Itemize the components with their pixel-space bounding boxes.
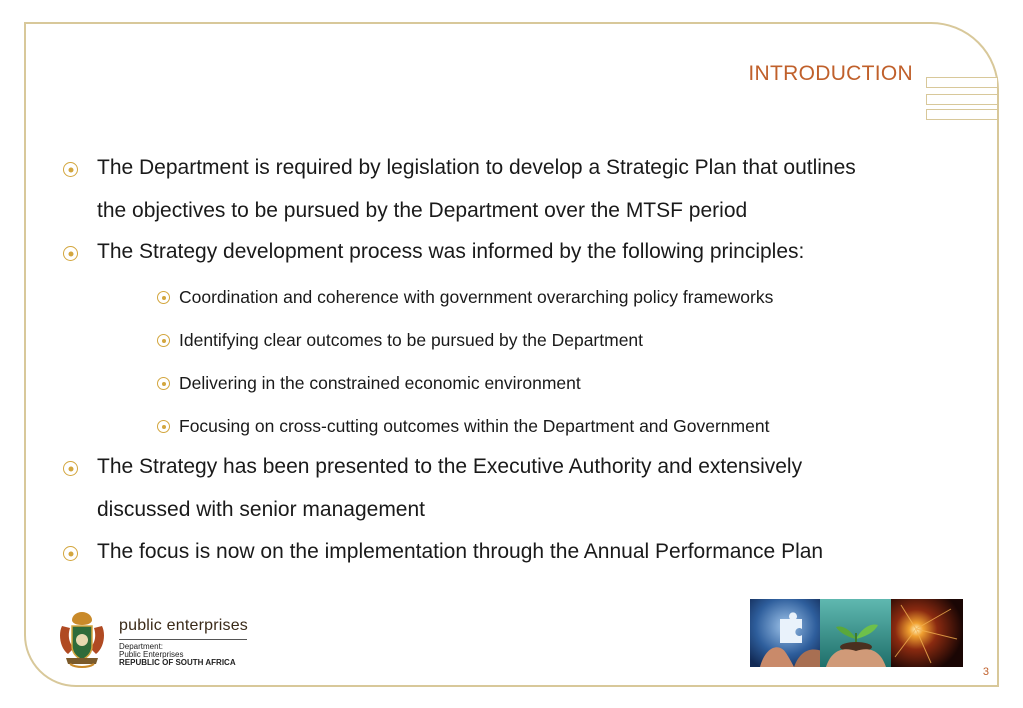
sub-bullet-text: Focusing on cross-cutting outcomes within the Department and Government: [179, 416, 770, 436]
bullet-icon: [63, 546, 78, 561]
sub-bullet-text: Coordination and coherence with government overarching policy frameworks: [179, 287, 774, 307]
sub-bullet-icon: [157, 420, 170, 433]
bullet-icon: [63, 461, 78, 476]
dept-name: Public Enterprises: [119, 650, 184, 659]
bullet-text: The Strategy development process was informed by the following principles:: [97, 240, 805, 263]
bullet-text: The focus is now on the implementation through the Annual Performance Plan: [97, 540, 824, 563]
bullet-icon: [63, 162, 78, 177]
puzzle-hands-photo: [750, 599, 822, 667]
country-name: REPUBLIC OF SOUTH AFRICA: [119, 658, 236, 667]
logo-divider: [119, 639, 247, 640]
page-number: 3: [982, 666, 989, 678]
energy-burst-photo: [891, 599, 963, 667]
sub-bullet-icon: [157, 291, 170, 304]
bullet-text: discussed with senior management: [97, 498, 426, 521]
bullet-icon: [63, 246, 78, 261]
sub-bullet-text: Delivering in the constrained economic environment: [179, 373, 581, 393]
bullet-text: the objectives to be pursued by the Department over the MTSF period: [97, 199, 748, 222]
slide-title: INTRODUCTION: [748, 62, 913, 85]
decorative-bar: [926, 94, 998, 105]
sub-bullet-text: Identifying clear outcomes to be pursued by the Department: [179, 330, 644, 350]
sub-bullet-icon: [157, 334, 170, 347]
logo-wordmark: public enterprises: [119, 617, 248, 634]
dept-label: Department:: [119, 642, 164, 651]
bullet-text: The Department is required by legislation to develop a Strategic Plan that outlines: [97, 156, 856, 179]
decorative-bar: [926, 109, 998, 120]
sub-bullet-icon: [157, 377, 170, 390]
slide-frame: [24, 22, 999, 687]
decorative-bar: [926, 77, 998, 88]
bullet-text: The Strategy has been presented to the Executive Authority and extensively: [97, 455, 803, 478]
coat-of-arms-icon: [56, 608, 108, 670]
seedling-hands-photo: [820, 599, 892, 667]
